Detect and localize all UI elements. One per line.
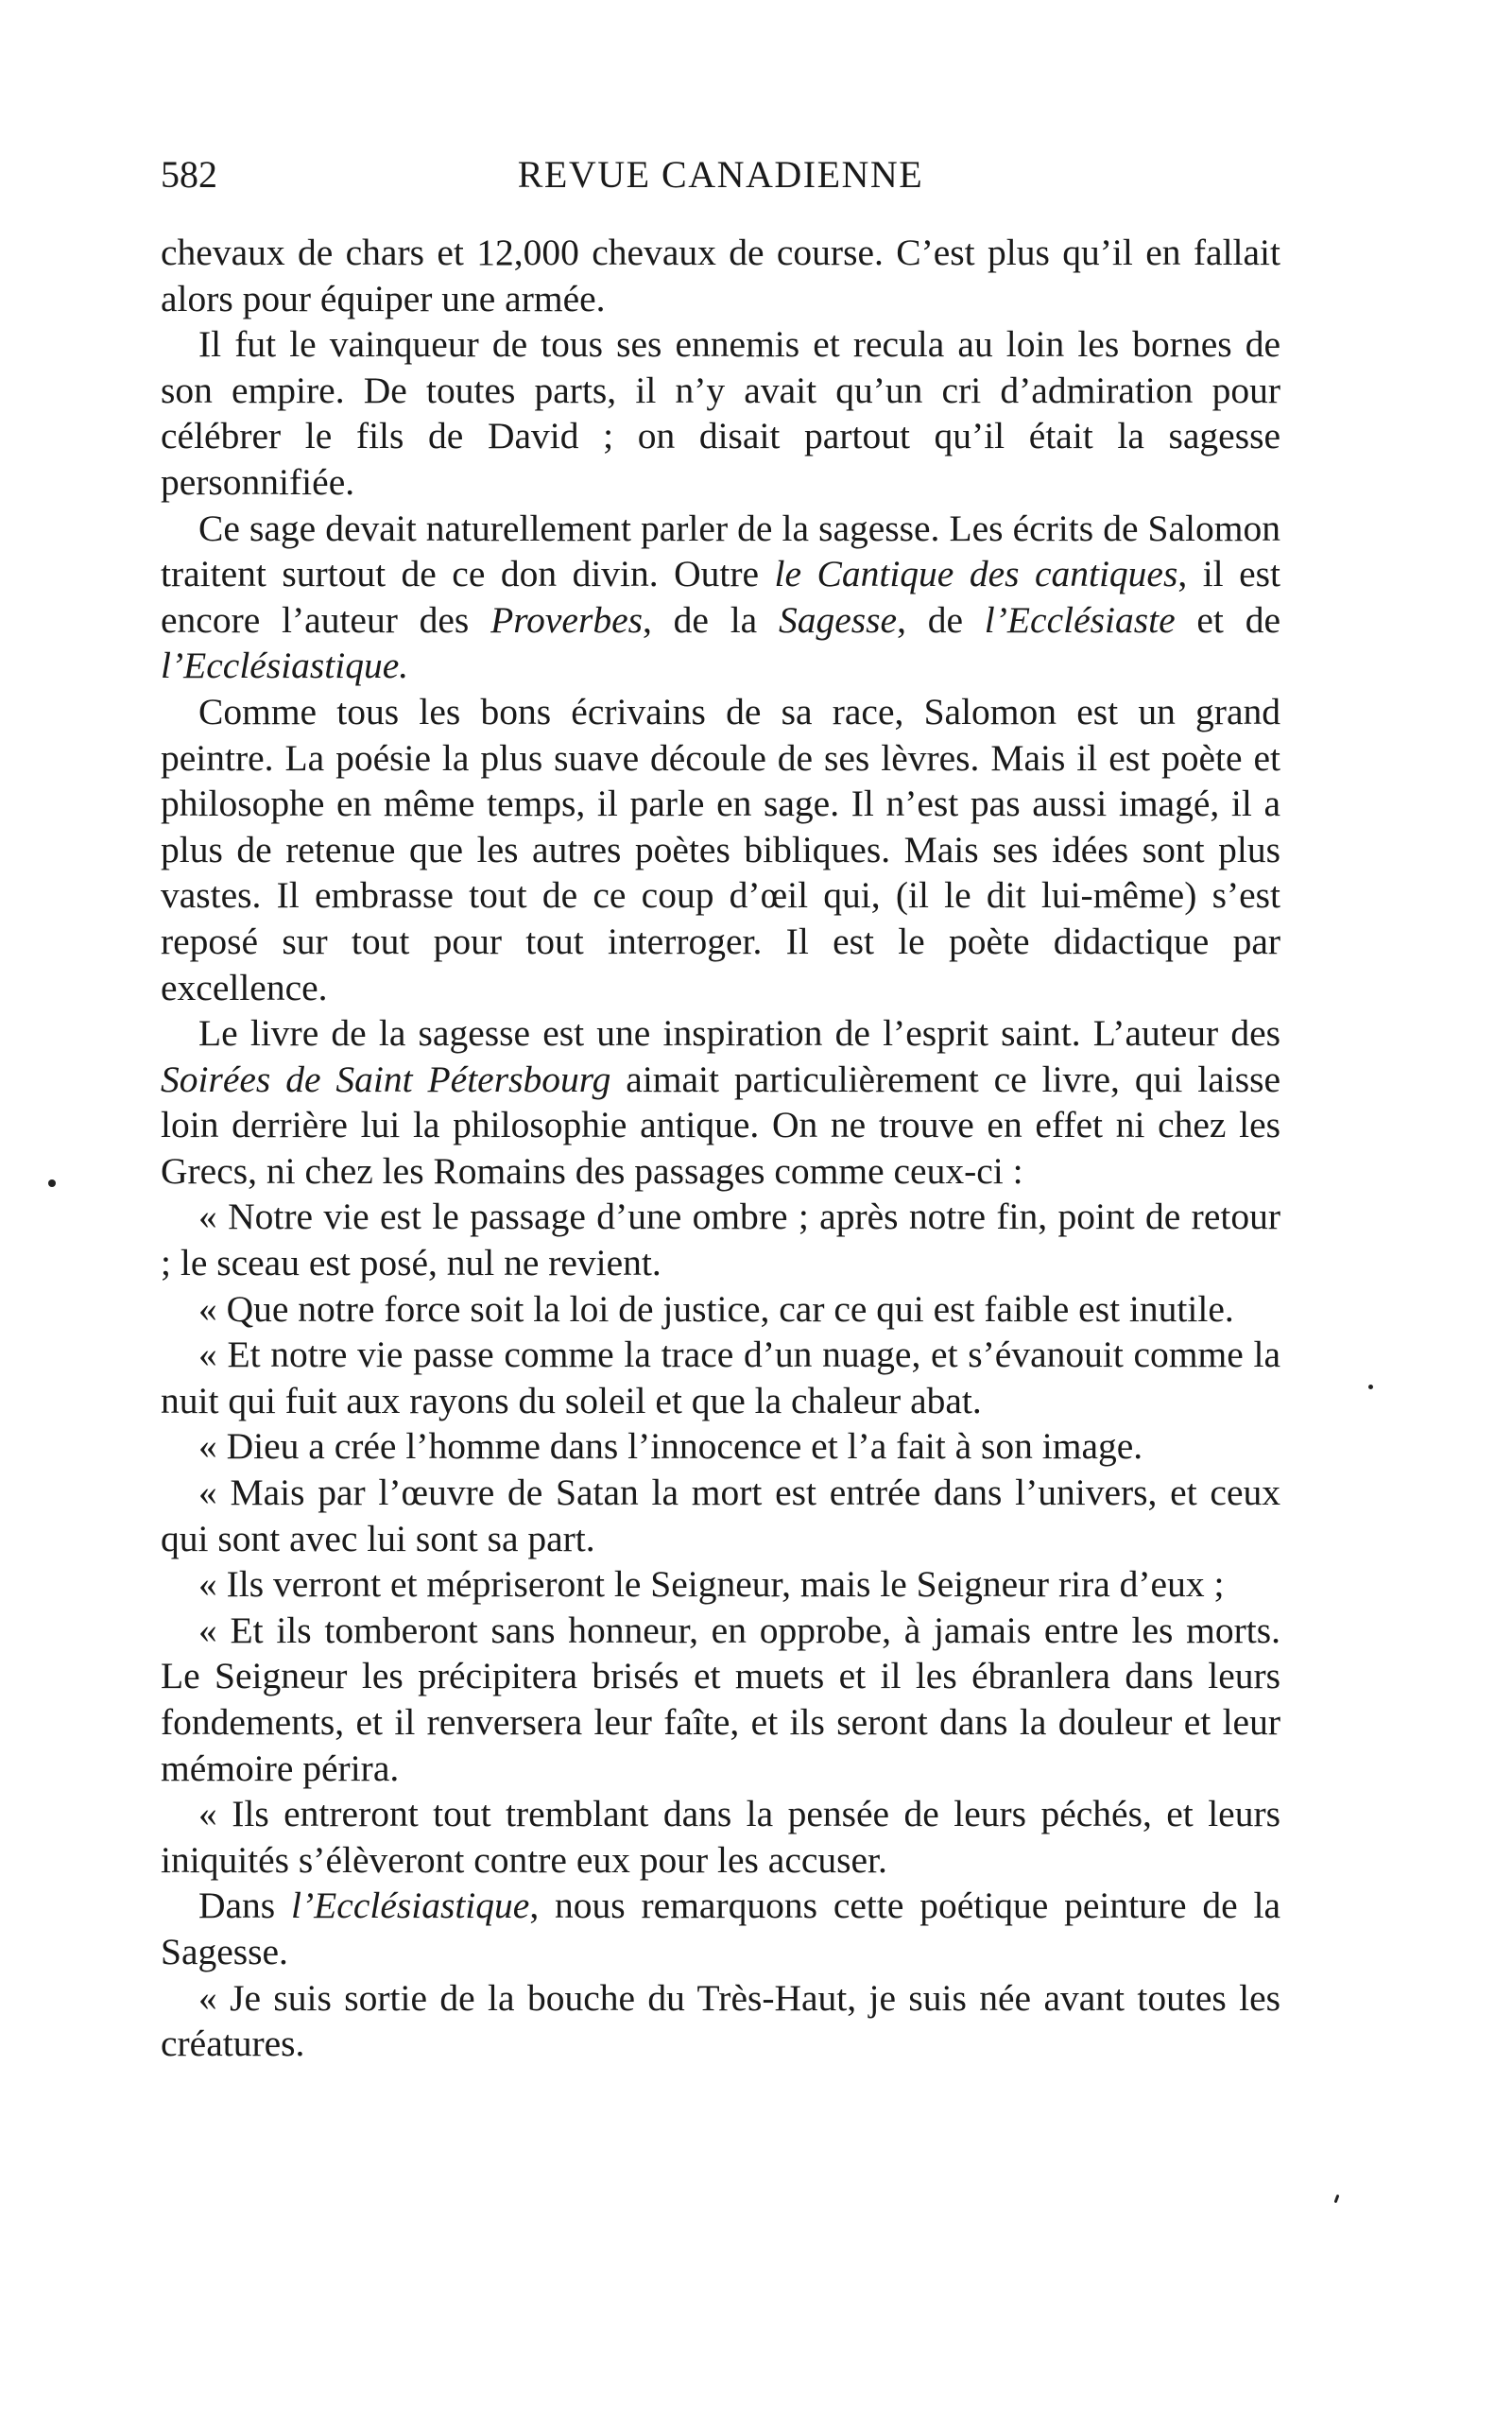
quote-3: « Et notre vie passe comme la trace d’un nuage, et s’évanouit comme la nuit qui fuit aux rayons du soleil et que la chaleur abat. <box>161 1334 1280 1421</box>
quote-9: « Je suis sortie de la bouche du Très-Haut, je suis née avant toutes les créatures. <box>161 1976 1280 2065</box>
paragraph-5-text: aimait particulièrement ce livre, qui laisse loin derrière lui la philosophie antique. On ne trouve en effet ni chez les Grecs, ni chez les Romains des passages comme ceux-ci : <box>161 1058 1280 1192</box>
title-ecclesiaste: l’Ecclésiaste <box>984 598 1176 641</box>
paragraph-1: chevaux de chars et 12,000 chevaux de course. C’est plus qu’il en fallait alors pour équiper une armée. <box>161 232 1280 319</box>
paragraph-2: Il fut le vainqueur de tous ses ennemis et recula au loin les bornes de son empire. De toutes parts, il n’y avait qu’un cri d’admiration pour célébrer le fils de David ; on disait partout qu’il était la sagesse personnifiée. <box>161 323 1280 503</box>
paragraph-14 <box>161 1883 1280 1974</box>
title-ecclesiastique-2: l’Ecclésiastique <box>291 1885 530 1927</box>
ink-speck <box>48 1179 56 1187</box>
paragraph-5-text: Le livre de la sagesse est une inspiration de l’esprit saint. L’auteur des <box>198 1012 1280 1055</box>
quote-4: « Dieu a crée l’homme dans l’innocence et l’a fait à son image. <box>198 1425 1143 1468</box>
paragraph-4: Comme tous les bons écrivains de sa race, Salomon est un grand peintre. La poésie la plus suave découle de ses lèvres. Mais il est poète et philosophe en même temps, il parle en sage. Il n’est pas aussi imagé, il a plus de retenue que les autres poètes bibliques. Mais ses idées sont plus vastes. Il embrasse tout de ce coup d’œil qui, (il le dit lui-même) s’est reposé sur tout pour tout interroger. Il est le poète didactique par excellence. <box>161 690 1280 1008</box>
running-header <box>161 151 1280 198</box>
title-sagesse: Sagesse <box>779 598 898 641</box>
title-proverbes: Proverbes <box>490 598 643 641</box>
paragraph-14-text: Dans <box>198 1885 292 1927</box>
paragraph-3 <box>161 506 1280 689</box>
paragraph-5 <box>161 1010 1280 1194</box>
title-ecclesiastique: l’Ecclésiastique. <box>161 645 409 687</box>
quote-2: « Que notre force soit la loi de justice, car ce qui est faible est inutile. <box>198 1287 1234 1330</box>
ink-speck <box>1368 1385 1373 1389</box>
paragraph-3-text: , de <box>897 598 985 641</box>
paragraph-3-text: , de la <box>642 598 779 641</box>
page-number: 582 <box>161 153 217 196</box>
quote-6: « Ils verront et mépriseront le Seigneur, mais le Seigneur rira d’eux ; <box>198 1563 1225 1606</box>
paragraph-3-text: et de <box>1175 598 1280 641</box>
quote-7: « Et ils tomberont sans honneur, en opprobe, à jamais entre les morts. Le Seigneur les précipitera brisés et muets et il les ébranlera dans leurs fondements, et il renversera leur faîte, et ils seront dans la douleur et leur mémoire périra. <box>161 1609 1280 1789</box>
ink-speck <box>1334 2195 1340 2203</box>
body-text <box>161 230 1280 2067</box>
paragraph-3-text: , il est encore l’auteur des <box>161 553 1280 641</box>
paragraph-14-text: , nous remarquons cette poétique peinture de la Sagesse. <box>161 1885 1280 1972</box>
title-soirees: Soirées de Saint Pétersbourg <box>161 1058 611 1100</box>
quote-8: « Ils entreront tout tremblant dans la pensée de leurs péchés, et leurs iniquités s’élèveront contre eux pour les accuser. <box>161 1793 1280 1881</box>
quote-5: « Mais par l’œuvre de Satan la mort est entrée dans l’univers, et ceux qui sont avec lui sont sa part. <box>161 1472 1280 1559</box>
running-title: REVUE CANADIENNE <box>517 153 924 196</box>
title-cantique: le Cantique des cantiques <box>774 553 1178 595</box>
quote-1: « Notre vie est le passage d’une ombre ; après notre fin, point de retour ; le sceau est posé, nul ne revient. <box>161 1196 1280 1284</box>
paragraph-3-text: Ce sage devait naturellement parler de la sagesse. Les écrits de Salomon traitent surtout de ce don divin. Outre <box>161 507 1280 595</box>
